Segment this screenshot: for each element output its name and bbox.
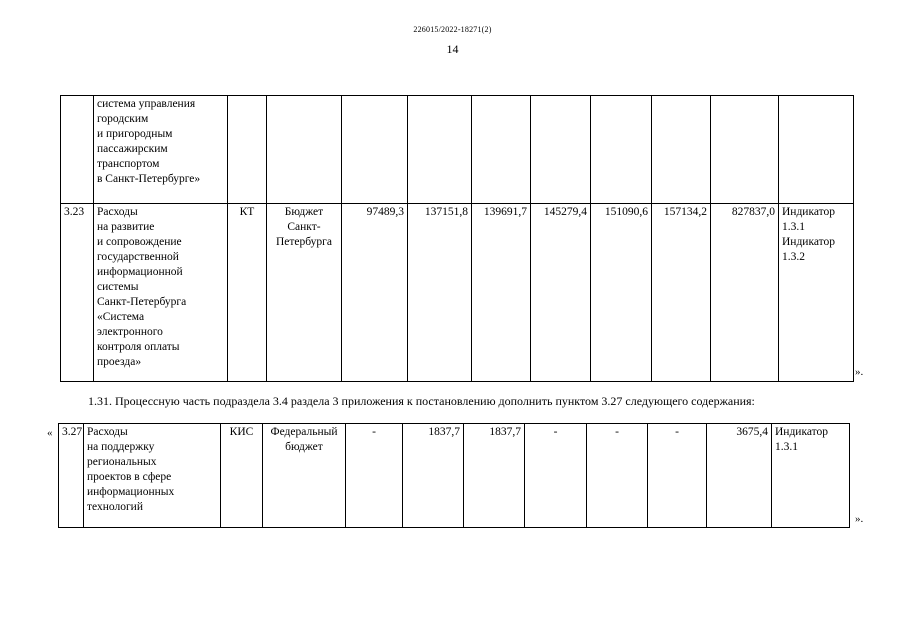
cell-total: 827837,0 — [711, 204, 779, 382]
cell-value-6: - — [648, 424, 707, 528]
cell-description: Расходы на поддержку региональных проектов в сфере информационных технологий — [84, 424, 221, 528]
cell-num — [61, 96, 94, 204]
table-row — [61, 204, 854, 382]
closing-quote-mark: ». — [855, 513, 864, 525]
amendment-paragraph: 1.31. Процессную часть подраздела 3.4 раздела 3 приложения к постановлению дополнить пунктом 3.27 следующего содержания: — [88, 394, 755, 408]
cell-num: 3.27 — [59, 424, 84, 528]
cell-indicator: Индикатор 1.3.1 Индикатор 1.3.2 — [779, 204, 854, 382]
opening-quote-mark: « — [47, 427, 53, 439]
cell-value-4: 145279,4 — [531, 204, 591, 382]
page-number: 14 — [446, 42, 459, 56]
expenses-table-continuation — [60, 95, 854, 382]
cell-value-4: - — [525, 424, 587, 528]
cell-indicator: Индикатор 1.3.1 — [772, 424, 850, 528]
cell-description: Расходы на развитие и сопровождение государственной информационной системы Санкт-Петербурга «Система электронного контроля оплаты проезда» — [94, 204, 228, 382]
cell-value-1: 97489,3 — [342, 204, 408, 382]
expenses-table-new-item — [58, 423, 850, 528]
cell-num: 3.23 — [61, 204, 94, 382]
table-row — [59, 424, 850, 528]
cell-value-2: 1837,7 — [403, 424, 464, 528]
cell-value-1: - — [346, 424, 403, 528]
cell-total: 3675,4 — [707, 424, 772, 528]
cell-code: КИС — [221, 424, 263, 528]
cell-source: Бюджет Санкт- Петербурга — [267, 204, 342, 382]
cell-value-3: 1837,7 — [464, 424, 525, 528]
cell-value-2: 137151,8 — [408, 204, 472, 382]
document-id: 226015/2022-18271(2) — [413, 25, 492, 34]
cell-code: КТ — [228, 204, 267, 382]
cell-value-3: 139691,7 — [472, 204, 531, 382]
cell-value-6: 157134,2 — [652, 204, 711, 382]
cell-description: система управления городским и пригородным пассажирским транспортом в Санкт-Петербурге» — [94, 96, 228, 204]
closing-quote-mark: ». — [855, 366, 864, 378]
cell-value-5: 151090,6 — [591, 204, 652, 382]
cell-source: Федеральный бюджет — [263, 424, 346, 528]
cell-value-5: - — [587, 424, 648, 528]
table-row-continuation — [61, 96, 854, 204]
